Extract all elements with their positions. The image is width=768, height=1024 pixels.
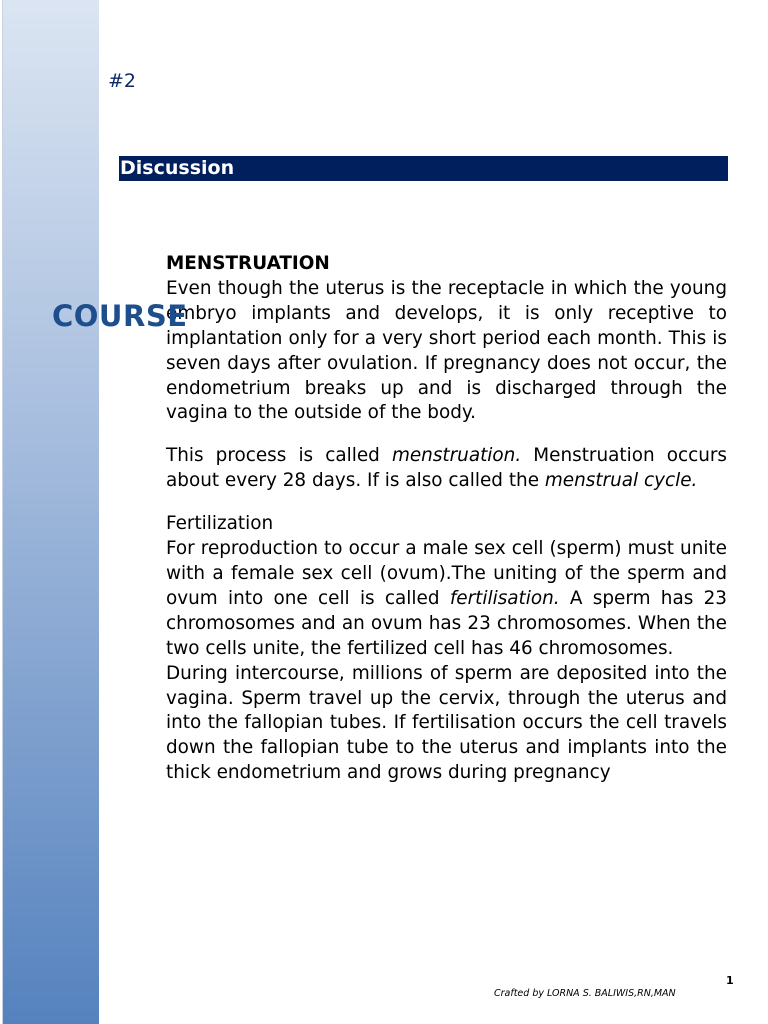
course-label: COURSE [52, 299, 188, 333]
footer-credit: Crafted by LORNA S. BALIWIS,RN,MAN [494, 988, 676, 999]
menstruation-heading: MENSTRUATION [166, 253, 330, 274]
term-fertilisation: fertilisation. [449, 587, 560, 609]
term-menstrual-cycle: menstrual cycle. [544, 470, 698, 492]
fertilization-heading: Fertilization [166, 513, 274, 535]
paragraph-menstruation-process [166, 444, 727, 494]
text-segment: Menstruation occurs about every 28 days. If is also called the [166, 445, 728, 492]
section-title: Discussion [120, 157, 235, 179]
paragraph-fertilization [166, 537, 727, 662]
term-menstruation: menstruation. [391, 445, 522, 467]
text-segment: For reproduction to occur a male sex cell (sperm) must unite with a female sex cell (ovum).The uniting of the sperm and ovum into one cell is called [166, 538, 727, 609]
sidebar-gradient-band [3, 0, 99, 1024]
text-segment: A sperm has 23 chromosomes and an ovum has 23 chromosomes. When the two cells unite, the fertilized cell has 46 chromosomes. [166, 587, 727, 659]
issue-number: #2 [108, 70, 137, 92]
page-number: 1 [726, 974, 734, 987]
section-header-bar [119, 156, 728, 181]
text-segment: This process is called [166, 445, 392, 467]
paragraph-menstruation-intro: Even though the uterus is the receptacle in which the young embryo implants and develops, it is only receptive to implantation only for a very short period each month. This is seven days after ovulation. If pregnancy does not occur, the endometrium breaks up and is discharged through the vagina to the outside of the body. [166, 277, 727, 424]
document-body [166, 252, 727, 786]
paragraph-intercourse: During intercourse, millions of sperm are deposited into the vagina. Sperm travel up the cervix, through the uterus and into the fallopian tubes. If fertilisation occurs the cell travels down the fallopian tube to the uterus and implants into the thick endometrium and grows during pregnancy [166, 662, 727, 784]
